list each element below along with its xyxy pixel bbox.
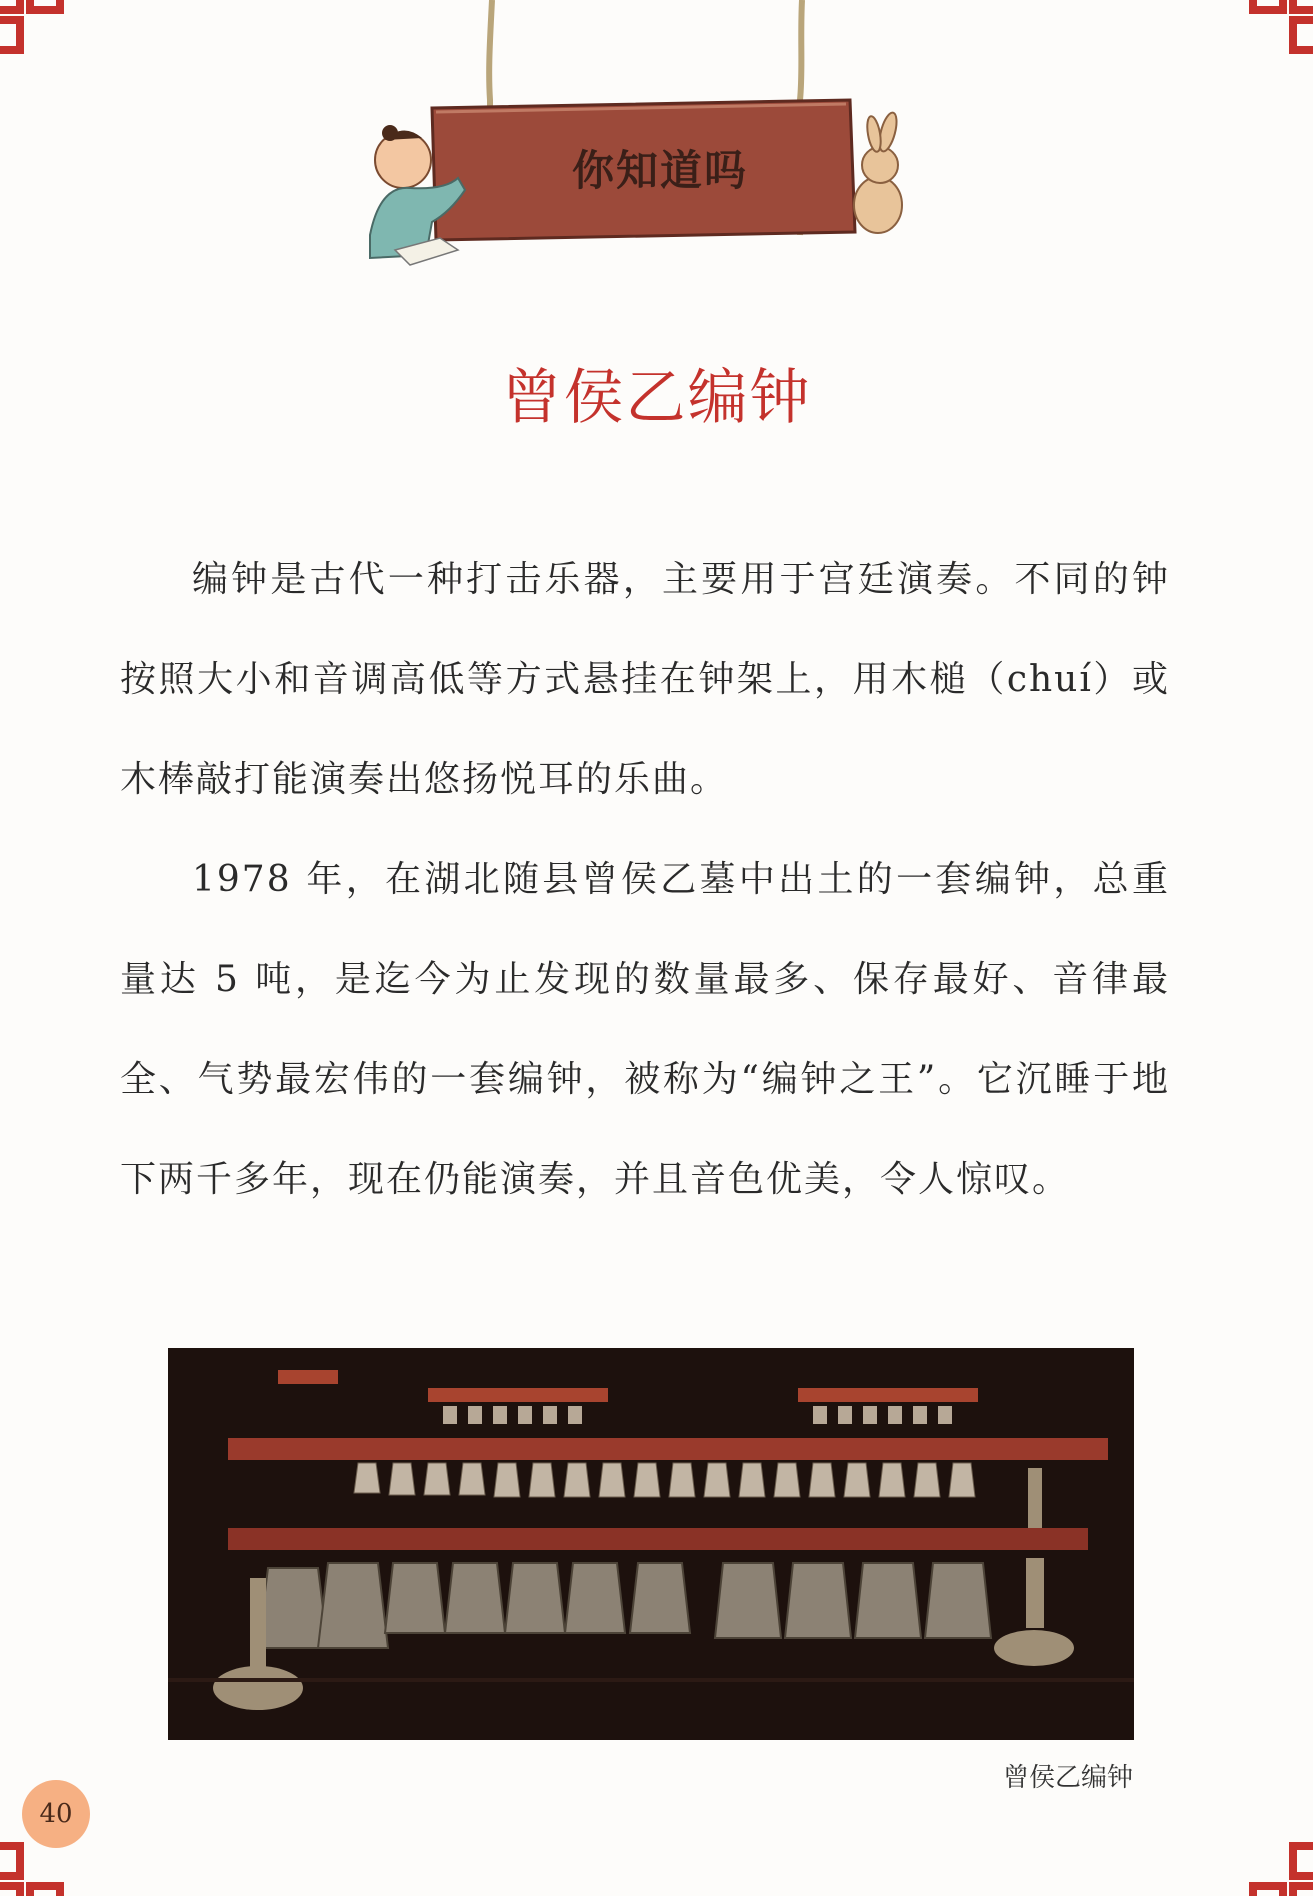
corner-ornament-top-right [1233,0,1313,80]
banner-title: 你知道吗 [571,146,748,195]
paragraph: 编钟是古代一种打击乐器，主要用于宫廷演奏。不同的钟按照大小和音调高低等方式悬挂在钟架上，用木槌（chuí）或木棒敲打能演奏出悠扬悦耳的乐曲。 [120,559,1170,800]
rabbit-illustration [854,111,902,233]
paragraph: 1978 年，在湖北随县曾侯乙墓中出土的一套编钟，总重量达 5 吨，是迄今为止发现的数量最多、保存最好、音律最全、气势最宏伟的一套编钟，被称为“编钟之王”。它沉睡于地下两千多年，现在仍能演奏，并且音色优美，令人惊叹。 [120,859,1170,1200]
bell-set-photo [168,1348,1134,1740]
article-body [120,530,1170,1230]
corner-ornament-bottom-right [1233,1816,1313,1896]
page-number: 40 [22,1780,90,1848]
figure-caption: 曾侯乙编钟 [1002,1763,1133,1793]
page-title: 曾侯乙编钟 [501,363,812,433]
corner-ornament-top-left [0,0,80,80]
did-you-know-banner [340,0,920,290]
